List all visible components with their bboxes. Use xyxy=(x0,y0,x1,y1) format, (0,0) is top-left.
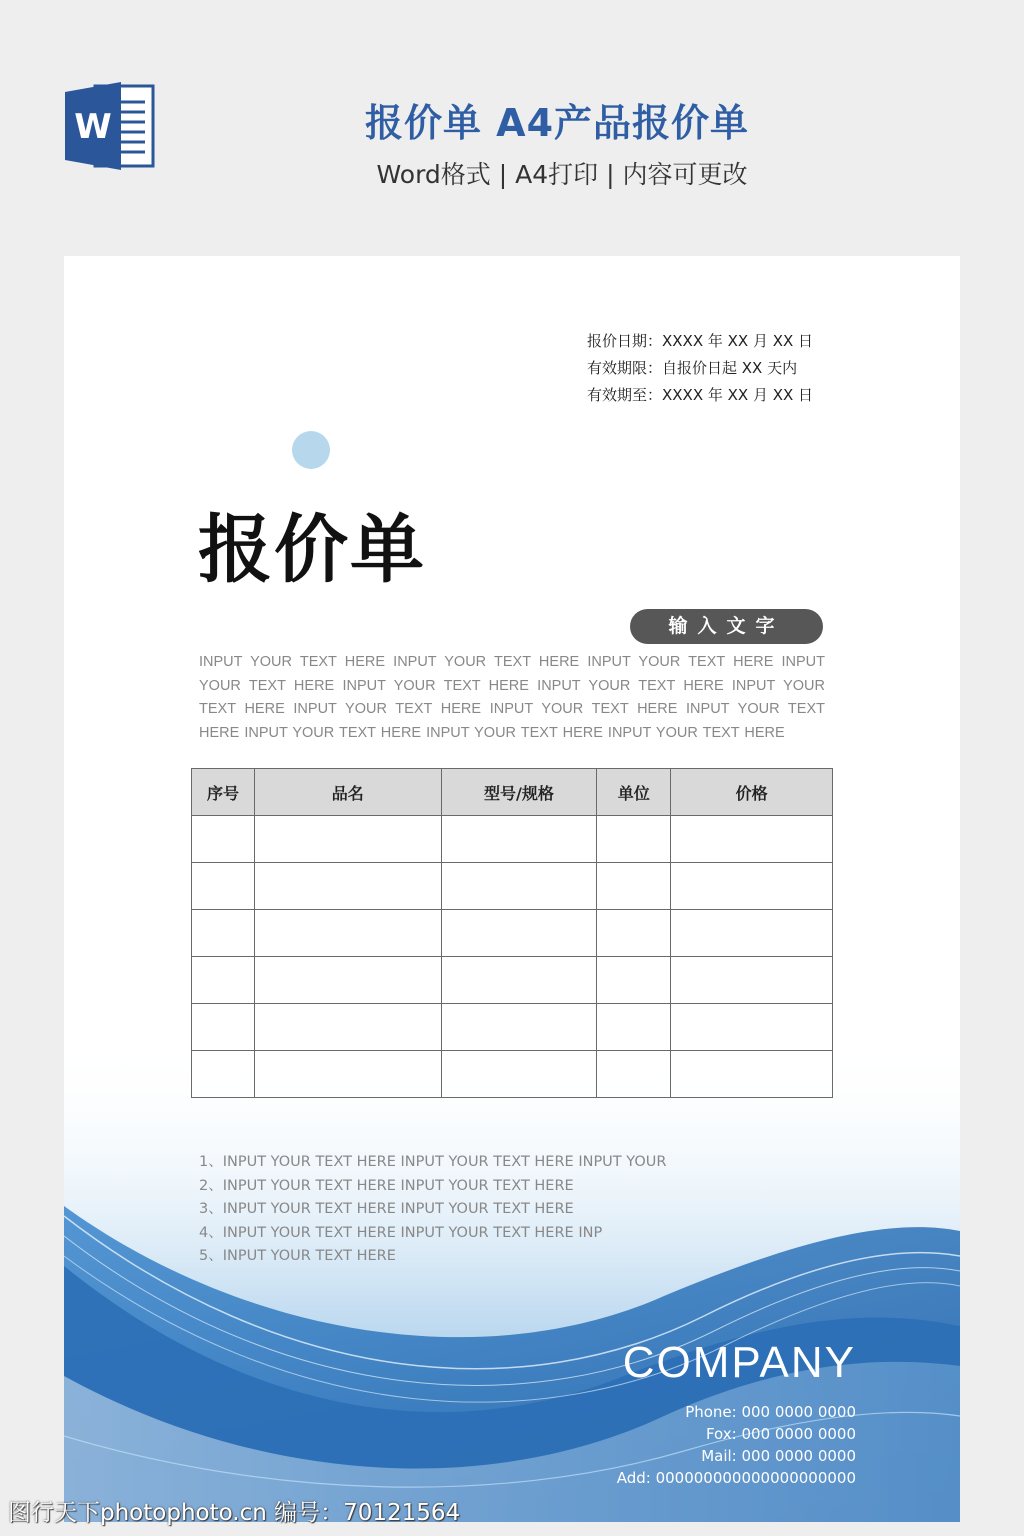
table-cell[interactable] xyxy=(254,910,441,957)
table-cell[interactable] xyxy=(597,816,671,863)
quote-date: 报价日期：XXXX 年 XX 月 XX 日 xyxy=(587,332,814,350)
table-cell[interactable] xyxy=(254,1051,441,1098)
table-row xyxy=(192,1051,833,1098)
table-cell[interactable] xyxy=(671,910,833,957)
table-cell[interactable] xyxy=(597,1004,671,1051)
column-header-product: 品名 xyxy=(254,769,441,816)
table-cell[interactable] xyxy=(192,816,255,863)
column-header-price: 价格 xyxy=(671,769,833,816)
table-cell[interactable] xyxy=(441,910,597,957)
svg-text:W: W xyxy=(74,107,112,147)
table-row xyxy=(192,1004,833,1051)
table-cell[interactable] xyxy=(441,816,597,863)
table-cell[interactable] xyxy=(192,863,255,910)
table-row xyxy=(192,957,833,1004)
intro-paragraph: INPUT YOUR TEXT HERE INPUT YOUR TEXT HERE INPUT YOUR TEXT HERE INPUT YOUR TEXT HERE INPUT YOUR TEXT HERE INPUT YOUR TEXT HERE INPUT YOUR TEXT HERE INPUT YOUR TEXT HERE INPUT YOUR TEXT HERE INPUT YOUR TEXT HERE INPUT YOUR TEXT HERE INPUT YOUR TEXT HERE INPUT YOUR TEXT HERE xyxy=(199,654,825,741)
section-label-pill: 输入文字 xyxy=(630,609,823,644)
column-header-model: 型号/规格 xyxy=(441,769,597,816)
table-cell[interactable] xyxy=(441,957,597,1004)
table-cell[interactable] xyxy=(254,863,441,910)
document-title: 报价单 xyxy=(198,507,426,593)
table-header-row xyxy=(192,769,833,816)
list-item: 2、INPUT YOUR TEXT HERE INPUT YOUR TEXT HERE xyxy=(199,1177,574,1194)
contact-fax: Fox: 000 0000 0000 xyxy=(705,1425,856,1443)
page-header-title: 报价单 A4产品报价单 xyxy=(364,101,750,145)
table-cell[interactable] xyxy=(192,910,255,957)
table-cell[interactable] xyxy=(671,1051,833,1098)
quote-document xyxy=(64,256,960,1522)
table-cell[interactable] xyxy=(597,1051,671,1098)
list-item: 5、INPUT YOUR TEXT HERE xyxy=(199,1248,396,1264)
company-contact xyxy=(617,1401,856,1489)
table-cell[interactable] xyxy=(671,863,833,910)
contact-phone: Phone: 000 0000 0000 xyxy=(685,1403,856,1421)
table-cell[interactable] xyxy=(671,1004,833,1051)
table-cell[interactable] xyxy=(254,1004,441,1051)
notes-list xyxy=(199,1151,666,1269)
page-header-subtitle: Word格式 | A4打印 | 内容可更改 xyxy=(376,160,748,189)
table-cell[interactable] xyxy=(192,957,255,1004)
table-cell[interactable] xyxy=(597,863,671,910)
quote-table xyxy=(191,768,833,1098)
table-cell[interactable] xyxy=(254,816,441,863)
column-header-unit: 单位 xyxy=(597,769,671,816)
contact-mail: Mail: 000 0000 0000 xyxy=(701,1447,856,1465)
table-cell[interactable] xyxy=(254,957,441,1004)
list-item: 1、INPUT YOUR TEXT HERE INPUT YOUR TEXT HERE INPUT YOUR xyxy=(199,1154,667,1170)
table-cell[interactable] xyxy=(671,816,833,863)
table-cell[interactable] xyxy=(597,910,671,957)
contact-address: Add: 000000000000000000000 xyxy=(616,1469,856,1487)
list-item: 4、INPUT YOUR TEXT HERE INPUT YOUR TEXT HERE INP xyxy=(199,1224,603,1241)
accent-circle xyxy=(292,431,330,469)
quote-meta xyxy=(587,328,813,409)
table-cell[interactable] xyxy=(441,863,597,910)
validity-period: 有效期限：自报价日起 XX 天内 xyxy=(587,359,798,377)
site-watermark: 图行天下photophoto.cn 编号：70121564 xyxy=(8,1500,461,1526)
table-cell[interactable] xyxy=(441,1004,597,1051)
table-cell[interactable] xyxy=(192,1051,255,1098)
list-item: 3、INPUT YOUR TEXT HERE INPUT YOUR TEXT HERE xyxy=(199,1201,574,1217)
company-name: COMPANY xyxy=(622,1338,856,1387)
table-cell[interactable] xyxy=(671,957,833,1004)
column-header-index: 序号 xyxy=(192,769,255,816)
table-cell[interactable] xyxy=(597,957,671,1004)
table-row xyxy=(192,816,833,863)
table-row xyxy=(192,910,833,957)
table-cell[interactable] xyxy=(441,1051,597,1098)
table-cell[interactable] xyxy=(192,1004,255,1051)
table-row xyxy=(192,863,833,910)
valid-until: 有效期至：XXXX 年 XX 月 XX 日 xyxy=(587,386,814,404)
